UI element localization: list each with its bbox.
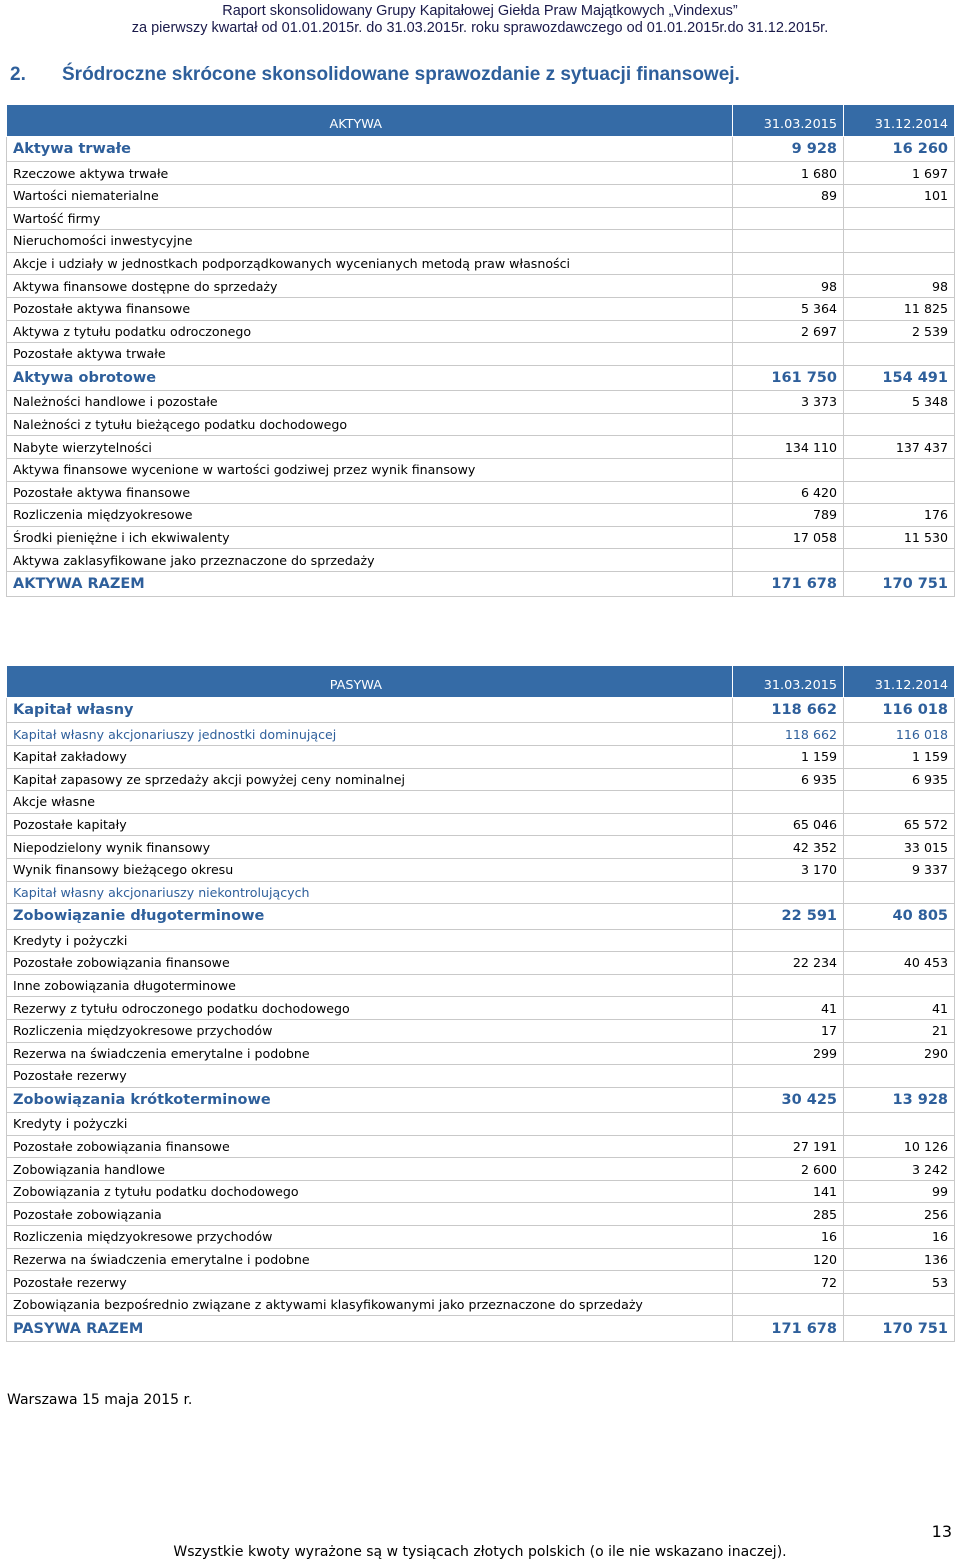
table-row — [7, 974, 955, 997]
value-31-12-2014: 1 159 — [844, 745, 955, 768]
row-label: Kredyty i pożyczki — [7, 1113, 733, 1136]
row-label: Aktywa finansowe dostępne do sprzedaży — [7, 275, 733, 298]
row-label: Zobowiązania bezpośrednio związane z aktywami klasyfikowanymi jako przeznaczone do sprzedaży — [7, 1293, 733, 1316]
value-31-12-2014: 101 — [844, 184, 955, 207]
value-31-12-2014: 2 539 — [844, 320, 955, 343]
place-date: Warszawa 15 maja 2015 r. — [7, 1392, 193, 1408]
row-label: Zobowiązania handlowe — [7, 1158, 733, 1181]
value-31-12-2014: 136 — [844, 1248, 955, 1271]
value-31-12-2014: 16 260 — [844, 137, 955, 162]
table-row — [7, 1248, 955, 1271]
table-row — [7, 1087, 955, 1112]
value-31-12-2014: 116 018 — [844, 723, 955, 746]
value-31-12-2014: 11 530 — [844, 526, 955, 549]
value-31-03-2015: 2 697 — [733, 320, 844, 343]
row-label: Kapitał własny akcjonariuszy niekontrolujących — [7, 881, 733, 904]
row-label: Pozostałe aktywa finansowe — [7, 297, 733, 320]
value-31-03-2015: 72 — [733, 1271, 844, 1294]
row-label: Kapitał zakładowy — [7, 745, 733, 768]
value-31-12-2014: 176 — [844, 504, 955, 527]
value-31-03-2015: 141 — [733, 1180, 844, 1203]
row-label: Aktywa finansowe wycenione w wartości godziwej przez wynik finansowy — [7, 458, 733, 481]
table-row — [7, 365, 955, 390]
value-31-12-2014 — [844, 549, 955, 572]
value-31-03-2015 — [733, 549, 844, 572]
value-31-03-2015 — [733, 791, 844, 814]
value-31-12-2014: 116 018 — [844, 698, 955, 723]
liabilities-header-col1: 31.03.2015 — [733, 666, 844, 698]
table-row — [7, 230, 955, 253]
table-row — [7, 698, 955, 723]
assets-table-body — [7, 105, 955, 597]
row-label: Rezerwa na świadczenia emerytalne i podobne — [7, 1248, 733, 1271]
liabilities-table — [6, 665, 955, 1342]
row-label: Pozostałe rezerwy — [7, 1065, 733, 1088]
value-31-03-2015: 118 662 — [733, 723, 844, 746]
table-row — [7, 297, 955, 320]
row-label: Akcje i udziały w jednostkach podporządkowanych wycenianych metodą praw własności — [7, 252, 733, 275]
table-row — [7, 391, 955, 414]
table-row — [7, 1113, 955, 1136]
value-31-12-2014: 53 — [844, 1271, 955, 1294]
table-row — [7, 571, 955, 596]
value-31-03-2015: 2 600 — [733, 1158, 844, 1181]
row-label: Rzeczowe aktywa trwałe — [7, 162, 733, 185]
liabilities-table-body — [7, 666, 955, 1342]
value-31-03-2015 — [733, 929, 844, 952]
value-31-03-2015 — [733, 1293, 844, 1316]
table-row — [7, 413, 955, 436]
section-title — [10, 64, 740, 86]
row-label: Należności z tytułu bieżącego podatku dochodowego — [7, 413, 733, 436]
table-row — [7, 813, 955, 836]
row-label: Aktywa zaklasyfikowane jako przeznaczone do sprzedaży — [7, 549, 733, 572]
page-number: 13 — [931, 1522, 952, 1541]
table-row — [7, 836, 955, 859]
value-31-03-2015: 6 935 — [733, 768, 844, 791]
value-31-12-2014: 65 572 — [844, 813, 955, 836]
value-31-12-2014: 10 126 — [844, 1135, 955, 1158]
row-label: Pozostałe rezerwy — [7, 1271, 733, 1294]
row-label: Kapitał własny — [7, 698, 733, 723]
table-row — [7, 275, 955, 298]
table-row — [7, 137, 955, 162]
table-row — [7, 858, 955, 881]
table-row — [7, 436, 955, 459]
value-31-03-2015: 299 — [733, 1042, 844, 1065]
row-label: Pozostałe aktywa finansowe — [7, 481, 733, 504]
liabilities-header-label: PASYWA — [7, 666, 733, 698]
value-31-12-2014 — [844, 207, 955, 230]
value-31-03-2015: 285 — [733, 1203, 844, 1226]
assets-header-col1: 31.03.2015 — [733, 105, 844, 137]
table-row — [7, 1042, 955, 1065]
row-label: Zobowiązania krótkoterminowe — [7, 1087, 733, 1112]
row-label: Kapitał zapasowy ze sprzedaży akcji powyżej ceny nominalnej — [7, 768, 733, 791]
value-31-03-2015: 118 662 — [733, 698, 844, 723]
value-31-03-2015: 65 046 — [733, 813, 844, 836]
table-row — [7, 745, 955, 768]
value-31-12-2014: 9 337 — [844, 858, 955, 881]
value-31-12-2014: 99 — [844, 1180, 955, 1203]
value-31-03-2015: 161 750 — [733, 365, 844, 390]
row-label: Wartość firmy — [7, 207, 733, 230]
row-label: Zobowiązanie długoterminowe — [7, 904, 733, 929]
value-31-03-2015: 30 425 — [733, 1087, 844, 1112]
row-label: Należności handlowe i pozostałe — [7, 391, 733, 414]
liabilities-table-header — [7, 666, 955, 698]
row-label: Wynik finansowy bieżącego okresu — [7, 858, 733, 881]
value-31-03-2015 — [733, 458, 844, 481]
value-31-03-2015: 789 — [733, 504, 844, 527]
value-31-12-2014 — [844, 413, 955, 436]
value-31-12-2014 — [844, 481, 955, 504]
value-31-03-2015 — [733, 230, 844, 253]
row-label: Akcje własne — [7, 791, 733, 814]
value-31-03-2015: 1 680 — [733, 162, 844, 185]
value-31-12-2014: 98 — [844, 275, 955, 298]
value-31-03-2015: 22 591 — [733, 904, 844, 929]
value-31-03-2015 — [733, 1113, 844, 1136]
table-row — [7, 504, 955, 527]
row-label: AKTYWA RAZEM — [7, 571, 733, 596]
table-row — [7, 881, 955, 904]
table-row — [7, 549, 955, 572]
value-31-03-2015: 17 — [733, 1019, 844, 1042]
table-row — [7, 320, 955, 343]
assets-table-header — [7, 105, 955, 137]
value-31-12-2014: 40 805 — [844, 904, 955, 929]
table-row — [7, 1019, 955, 1042]
report-header-line2: za pierwszy kwartał od 01.01.2015r. do 31.03.2015r. roku sprawozdawczego od 01.01.2015r.do 31.12.2015r. — [131, 20, 829, 36]
value-31-12-2014 — [844, 1113, 955, 1136]
value-31-12-2014 — [844, 252, 955, 275]
row-label: Aktywa z tytułu podatku odroczonego — [7, 320, 733, 343]
value-31-12-2014 — [844, 343, 955, 366]
value-31-12-2014: 16 — [844, 1226, 955, 1249]
value-31-03-2015: 89 — [733, 184, 844, 207]
row-label: Pozostałe aktywa trwałe — [7, 343, 733, 366]
table-row — [7, 791, 955, 814]
value-31-03-2015: 16 — [733, 1226, 844, 1249]
table-row — [7, 184, 955, 207]
row-label: PASYWA RAZEM — [7, 1316, 733, 1341]
row-label: Nabyte wierzytelności — [7, 436, 733, 459]
value-31-03-2015 — [733, 207, 844, 230]
row-label: Inne zobowiązania długoterminowe — [7, 974, 733, 997]
value-31-03-2015 — [733, 343, 844, 366]
row-label: Kapitał własny akcjonariuszy jednostki dominującej — [7, 723, 733, 746]
row-label: Zobowiązania z tytułu podatku dochodowego — [7, 1180, 733, 1203]
value-31-12-2014: 1 697 — [844, 162, 955, 185]
assets-table — [6, 104, 955, 597]
value-31-12-2014: 154 491 — [844, 365, 955, 390]
table-row — [7, 458, 955, 481]
value-31-12-2014 — [844, 929, 955, 952]
footer-note: Wszystkie kwoty wyrażone są w tysiącach złotych polskich (o ile nie wskazano inaczej). — [173, 1544, 787, 1560]
value-31-03-2015: 9 928 — [733, 137, 844, 162]
row-label: Pozostałe zobowiązania finansowe — [7, 952, 733, 975]
table-row — [7, 1271, 955, 1294]
value-31-12-2014 — [844, 458, 955, 481]
value-31-12-2014: 40 453 — [844, 952, 955, 975]
row-label: Kredyty i pożyczki — [7, 929, 733, 952]
value-31-03-2015: 17 058 — [733, 526, 844, 549]
value-31-12-2014: 13 928 — [844, 1087, 955, 1112]
row-label: Rozliczenia międzyokresowe przychodów — [7, 1226, 733, 1249]
report-header-line1: Raport skonsolidowany Grupy Kapitałowej Giełda Praw Majątkowych „Vindexus” — [222, 3, 738, 19]
value-31-03-2015: 1 159 — [733, 745, 844, 768]
row-label: Niepodzielony wynik finansowy — [7, 836, 733, 859]
value-31-03-2015 — [733, 252, 844, 275]
value-31-12-2014 — [844, 974, 955, 997]
value-31-12-2014: 3 242 — [844, 1158, 955, 1181]
value-31-03-2015: 3 373 — [733, 391, 844, 414]
table-row — [7, 1135, 955, 1158]
assets-header-label: AKTYWA — [7, 105, 733, 137]
value-31-03-2015 — [733, 881, 844, 904]
value-31-03-2015: 3 170 — [733, 858, 844, 881]
row-label: Rezerwa na świadczenia emerytalne i podobne — [7, 1042, 733, 1065]
value-31-03-2015 — [733, 974, 844, 997]
value-31-12-2014: 33 015 — [844, 836, 955, 859]
assets-header-col2: 31.12.2014 — [844, 105, 955, 137]
row-label: Rozliczenia międzyokresowe przychodów — [7, 1019, 733, 1042]
value-31-12-2014 — [844, 791, 955, 814]
section-title-text: Śródroczne skrócone skonsolidowane sprawozdanie z sytuacji finansowej. — [62, 64, 740, 85]
value-31-03-2015: 171 678 — [733, 1316, 844, 1341]
value-31-03-2015: 22 234 — [733, 952, 844, 975]
value-31-12-2014: 6 935 — [844, 768, 955, 791]
table-row — [7, 1203, 955, 1226]
value-31-03-2015: 6 420 — [733, 481, 844, 504]
row-label: Rezerwy z tytułu odroczonego podatku dochodowego — [7, 997, 733, 1020]
row-label: Aktywa obrotowe — [7, 365, 733, 390]
value-31-12-2014 — [844, 1065, 955, 1088]
value-31-12-2014 — [844, 881, 955, 904]
table-row — [7, 526, 955, 549]
table-row — [7, 481, 955, 504]
row-label: Środki pieniężne i ich ekwiwalenty — [7, 526, 733, 549]
table-row — [7, 1293, 955, 1316]
value-31-03-2015: 5 364 — [733, 297, 844, 320]
value-31-12-2014: 5 348 — [844, 391, 955, 414]
value-31-12-2014: 41 — [844, 997, 955, 1020]
value-31-12-2014: 290 — [844, 1042, 955, 1065]
table-row — [7, 1065, 955, 1088]
liabilities-header-col2: 31.12.2014 — [844, 666, 955, 698]
table-row — [7, 343, 955, 366]
value-31-12-2014: 11 825 — [844, 297, 955, 320]
value-31-03-2015: 42 352 — [733, 836, 844, 859]
row-label: Wartości niematerialne — [7, 184, 733, 207]
table-row — [7, 768, 955, 791]
value-31-03-2015 — [733, 1065, 844, 1088]
row-label: Rozliczenia międzyokresowe — [7, 504, 733, 527]
row-label: Nieruchomości inwestycyjne — [7, 230, 733, 253]
value-31-12-2014: 256 — [844, 1203, 955, 1226]
row-label: Pozostałe zobowiązania finansowe — [7, 1135, 733, 1158]
table-row — [7, 252, 955, 275]
value-31-03-2015: 41 — [733, 997, 844, 1020]
table-row — [7, 997, 955, 1020]
value-31-03-2015: 134 110 — [733, 436, 844, 459]
row-label: Pozostałe kapitały — [7, 813, 733, 836]
value-31-03-2015 — [733, 413, 844, 436]
table-row — [7, 1158, 955, 1181]
table-row — [7, 904, 955, 929]
table-row — [7, 1316, 955, 1341]
table-row — [7, 929, 955, 952]
table-row — [7, 162, 955, 185]
value-31-12-2014: 137 437 — [844, 436, 955, 459]
table-row — [7, 1226, 955, 1249]
value-31-03-2015: 120 — [733, 1248, 844, 1271]
value-31-12-2014: 170 751 — [844, 571, 955, 596]
table-row — [7, 952, 955, 975]
table-row — [7, 723, 955, 746]
value-31-03-2015: 27 191 — [733, 1135, 844, 1158]
value-31-12-2014: 170 751 — [844, 1316, 955, 1341]
value-31-12-2014: 21 — [844, 1019, 955, 1042]
value-31-03-2015: 98 — [733, 275, 844, 298]
row-label: Aktywa trwałe — [7, 137, 733, 162]
row-label: Pozostałe zobowiązania — [7, 1203, 733, 1226]
value-31-12-2014 — [844, 230, 955, 253]
value-31-12-2014 — [844, 1293, 955, 1316]
table-row — [7, 1180, 955, 1203]
table-row — [7, 207, 955, 230]
section-number: 2. — [10, 64, 26, 85]
value-31-03-2015: 171 678 — [733, 571, 844, 596]
